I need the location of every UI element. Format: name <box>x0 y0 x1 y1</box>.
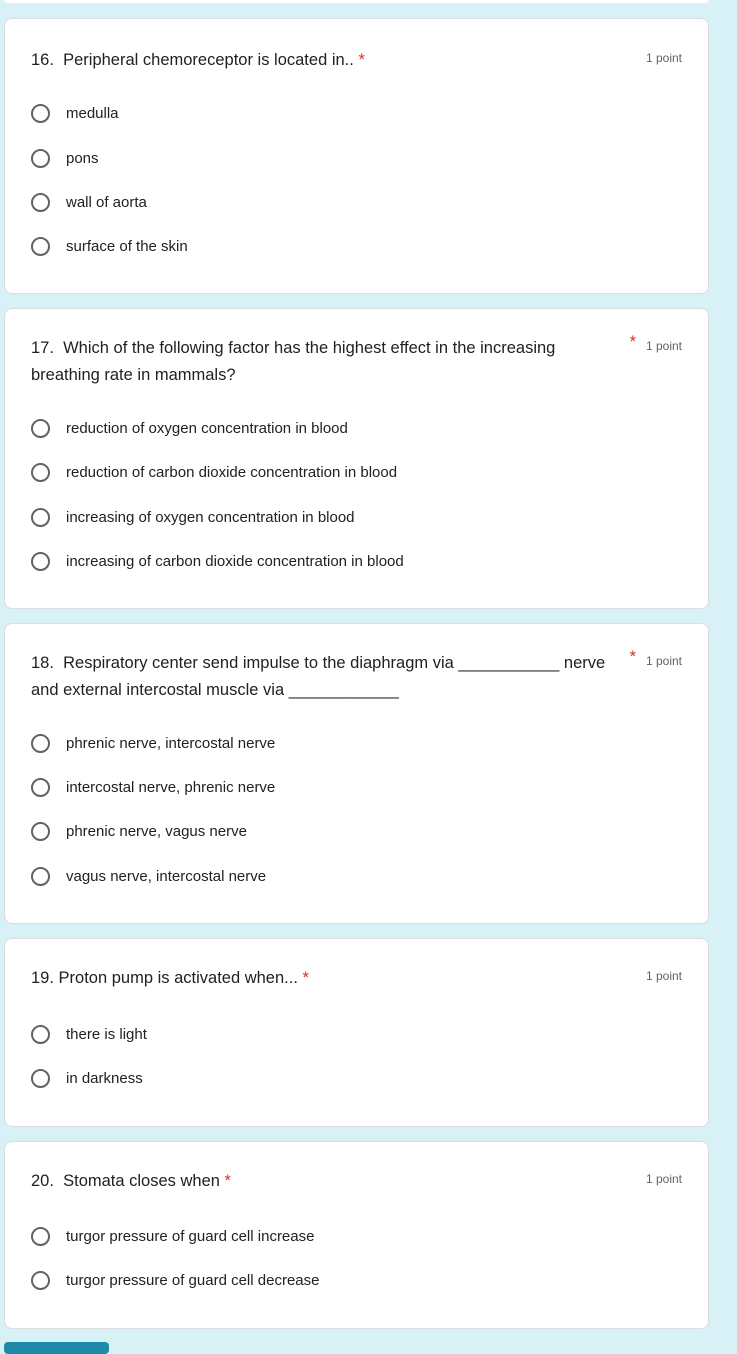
question-text: Which of the following factor has the highest effect in the increasing breathing rate in mammals? <box>31 339 556 384</box>
question-number: 19. <box>31 969 54 987</box>
radio-option[interactable] <box>31 234 188 258</box>
option-label: phrenic nerve, intercostal nerve <box>66 734 276 752</box>
question-number: 18. <box>31 654 54 672</box>
radio-circle-icon[interactable] <box>31 1069 50 1088</box>
question-header <box>31 335 682 389</box>
points-label: 1 point <box>645 339 682 353</box>
radio-circle-icon[interactable] <box>31 1025 50 1044</box>
option-label: phrenic nerve, vagus nerve <box>66 822 247 840</box>
question-number: 20. <box>31 1172 54 1190</box>
radio-option[interactable] <box>31 190 147 214</box>
question-title <box>31 1168 616 1195</box>
question-number: 16. <box>31 51 54 69</box>
radio-circle-icon[interactable] <box>31 1227 50 1246</box>
required-asterisk: * <box>302 969 309 987</box>
option-label: intercostal nerve, phrenic nerve <box>66 778 276 796</box>
option-label: wall of aorta <box>66 193 147 211</box>
question-title <box>31 965 616 992</box>
radio-circle-icon[interactable] <box>31 778 50 797</box>
question-text: Peripheral chemoreceptor is located in.. <box>63 51 354 69</box>
option-label: vagus nerve, intercostal nerve <box>66 867 267 885</box>
option-label: increasing of carbon dioxide concentration in blood <box>66 552 404 570</box>
radio-circle-icon[interactable] <box>31 149 50 168</box>
radio-option[interactable] <box>31 146 99 170</box>
radio-circle-icon[interactable] <box>31 419 50 438</box>
question-header <box>31 965 682 992</box>
radio-circle-icon[interactable] <box>31 734 50 753</box>
question-number: 17. <box>31 339 54 357</box>
radio-option[interactable] <box>31 1224 314 1248</box>
radio-circle-icon[interactable] <box>31 463 50 482</box>
radio-option[interactable] <box>31 505 355 529</box>
points-label: 1 point <box>645 969 682 983</box>
question-title <box>31 47 616 74</box>
radio-option[interactable] <box>31 731 275 755</box>
radio-option[interactable] <box>31 864 266 888</box>
option-label: there is light <box>66 1025 147 1043</box>
required-asterisk: * <box>358 51 365 69</box>
radio-circle-icon[interactable] <box>31 104 50 123</box>
radio-option[interactable] <box>31 819 247 843</box>
radio-option[interactable] <box>31 416 348 440</box>
question-card-19 <box>4 938 709 1127</box>
option-label: medulla <box>66 104 119 122</box>
option-label: pons <box>66 149 99 167</box>
required-asterisk: * <box>629 333 636 351</box>
required-asterisk: * <box>629 648 636 666</box>
radio-circle-icon[interactable] <box>31 1271 50 1290</box>
question-card-18 <box>4 623 709 924</box>
radio-option[interactable] <box>31 1066 143 1090</box>
radio-option[interactable] <box>31 1022 147 1046</box>
required-asterisk: * <box>224 1172 231 1190</box>
radio-circle-icon[interactable] <box>31 193 50 212</box>
radio-option[interactable] <box>31 549 404 573</box>
points-label: 1 point <box>645 1172 682 1186</box>
question-card-16 <box>4 18 709 294</box>
option-label: increasing of oxygen concentration in blood <box>66 508 355 526</box>
question-card-17 <box>4 308 709 609</box>
question-text: Stomata closes when <box>63 1172 220 1190</box>
radio-circle-icon[interactable] <box>31 867 50 886</box>
radio-circle-icon[interactable] <box>31 822 50 841</box>
option-label: reduction of carbon dioxide concentration in blood <box>66 463 398 481</box>
question-header <box>31 1168 682 1195</box>
radio-circle-icon[interactable] <box>31 508 50 527</box>
option-label: in darkness <box>66 1069 143 1087</box>
radio-option[interactable] <box>31 1268 319 1292</box>
points-label: 1 point <box>645 654 682 668</box>
points-label: 1 point <box>645 51 682 65</box>
radio-option[interactable] <box>31 775 275 799</box>
question-header <box>31 650 682 704</box>
radio-option[interactable] <box>31 460 397 484</box>
radio-option[interactable] <box>31 101 119 125</box>
radio-circle-icon[interactable] <box>31 552 50 571</box>
option-label: reduction of oxygen concentration in blood <box>66 419 348 437</box>
question-title <box>31 650 616 704</box>
submit-button-edge[interactable] <box>4 1342 109 1354</box>
option-label: surface of the skin <box>66 237 188 255</box>
radio-circle-icon[interactable] <box>31 237 50 256</box>
option-label: turgor pressure of guard cell decrease <box>66 1271 320 1289</box>
question-text: Respiratory center send impulse to the diaphragm via ___________ nerve and external intercostal muscle via ____________ <box>31 654 606 699</box>
question-text: Proton pump is activated when... <box>58 969 298 987</box>
previous-card-edge <box>4 0 709 3</box>
option-label: turgor pressure of guard cell increase <box>66 1227 315 1245</box>
question-header <box>31 47 682 74</box>
question-card-20 <box>4 1141 709 1329</box>
question-title <box>31 335 616 389</box>
